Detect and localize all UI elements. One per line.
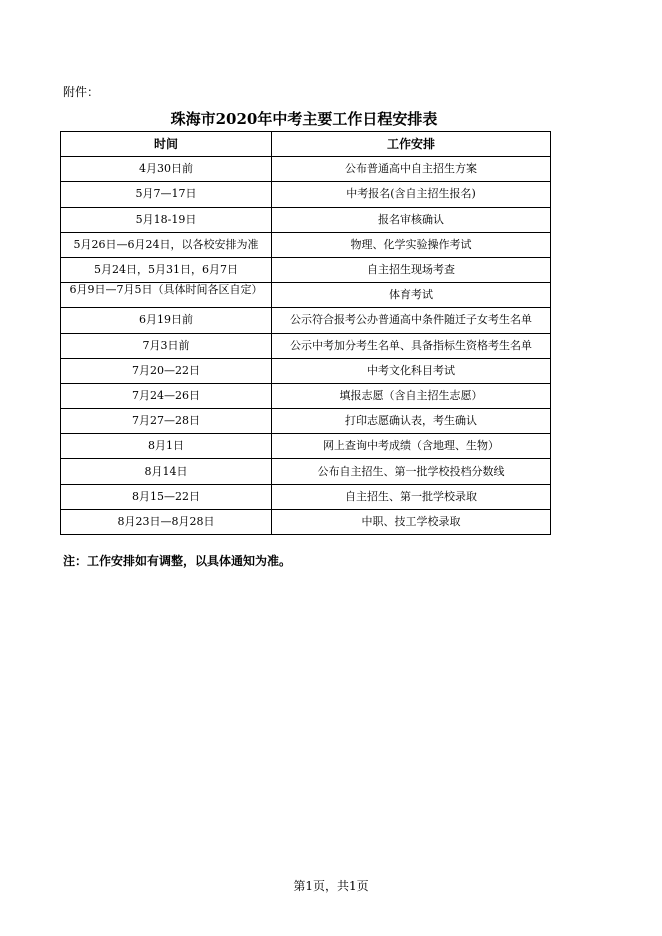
row-time: 7月3日前 bbox=[61, 333, 272, 358]
table-row bbox=[61, 333, 551, 358]
row-time: 5月18-19日 bbox=[61, 207, 272, 232]
row-task: 中职、技工学校录取 bbox=[272, 509, 551, 534]
row-task: 公示符合报考公办普通高中条件随迁子女考生名单 bbox=[272, 308, 551, 333]
row-task: 中考文化科目考试 bbox=[272, 358, 551, 383]
adjustment-note: 注：工作安排如有调整，以具体通知为准。 bbox=[63, 554, 292, 568]
row-task: 报名审核确认 bbox=[272, 207, 551, 232]
row-time: 8月14日 bbox=[61, 459, 272, 484]
table-row bbox=[61, 207, 551, 232]
row-task: 打印志愿确认表，考生确认 bbox=[272, 409, 551, 434]
row-time: 7月24—26日 bbox=[61, 383, 272, 408]
table-row bbox=[61, 232, 551, 257]
row-time: 4月30日前 bbox=[61, 157, 272, 182]
table-header-row bbox=[61, 132, 551, 157]
table-row bbox=[61, 257, 551, 282]
table-row bbox=[61, 358, 551, 383]
table-row bbox=[61, 434, 551, 459]
row-task: 自主招生现场考查 bbox=[272, 257, 551, 282]
row-time: 8月1日 bbox=[61, 434, 272, 459]
row-time: 8月15—22日 bbox=[61, 484, 272, 509]
table-row bbox=[61, 308, 551, 333]
row-task: 自主招生、第一批学校录取 bbox=[272, 484, 551, 509]
table-row bbox=[61, 459, 551, 484]
row-time: 5月7—17日 bbox=[61, 182, 272, 207]
row-task: 公布自主招生、第一批学校投档分数线 bbox=[272, 459, 551, 484]
row-task: 网上查询中考成绩（含地理、生物） bbox=[272, 434, 551, 459]
table-row bbox=[61, 509, 551, 534]
table-row bbox=[61, 383, 551, 408]
row-time: 8月23日—8月28日 bbox=[61, 509, 272, 534]
row-task: 填报志愿（含自主招生志愿） bbox=[272, 383, 551, 408]
table-row bbox=[61, 157, 551, 182]
document-title: 珠海市2020年中考主要工作日程安排表 bbox=[170, 110, 438, 128]
table-row bbox=[61, 283, 551, 308]
row-time: 7月27—28日 bbox=[61, 409, 272, 434]
attachment-label: 附件： bbox=[63, 85, 100, 99]
row-time: 7月20—22日 bbox=[61, 358, 272, 383]
row-task: 公布普通高中自主招生方案 bbox=[272, 157, 551, 182]
schedule-table bbox=[60, 131, 551, 535]
page-footer: 第1页，共1页 bbox=[293, 879, 369, 893]
table-row bbox=[61, 182, 551, 207]
header-time: 时间 bbox=[61, 132, 272, 157]
row-time: 6月9日—7月5日（具体时间各区自定） bbox=[61, 283, 272, 308]
row-time: 5月26日—6月24日，以各校安排为准 bbox=[61, 232, 272, 257]
row-task: 物理、化学实验操作考试 bbox=[272, 232, 551, 257]
row-task: 体育考试 bbox=[272, 283, 551, 308]
table-row bbox=[61, 484, 551, 509]
row-time: 5月24日，5月31日，6月7日 bbox=[61, 257, 272, 282]
row-time: 6月19日前 bbox=[61, 308, 272, 333]
header-task: 工作安排 bbox=[272, 132, 551, 157]
row-task: 中考报名(含自主招生报名) bbox=[272, 182, 551, 207]
table-row bbox=[61, 409, 551, 434]
row-task: 公示中考加分考生名单、具备指标生资格考生名单 bbox=[272, 333, 551, 358]
